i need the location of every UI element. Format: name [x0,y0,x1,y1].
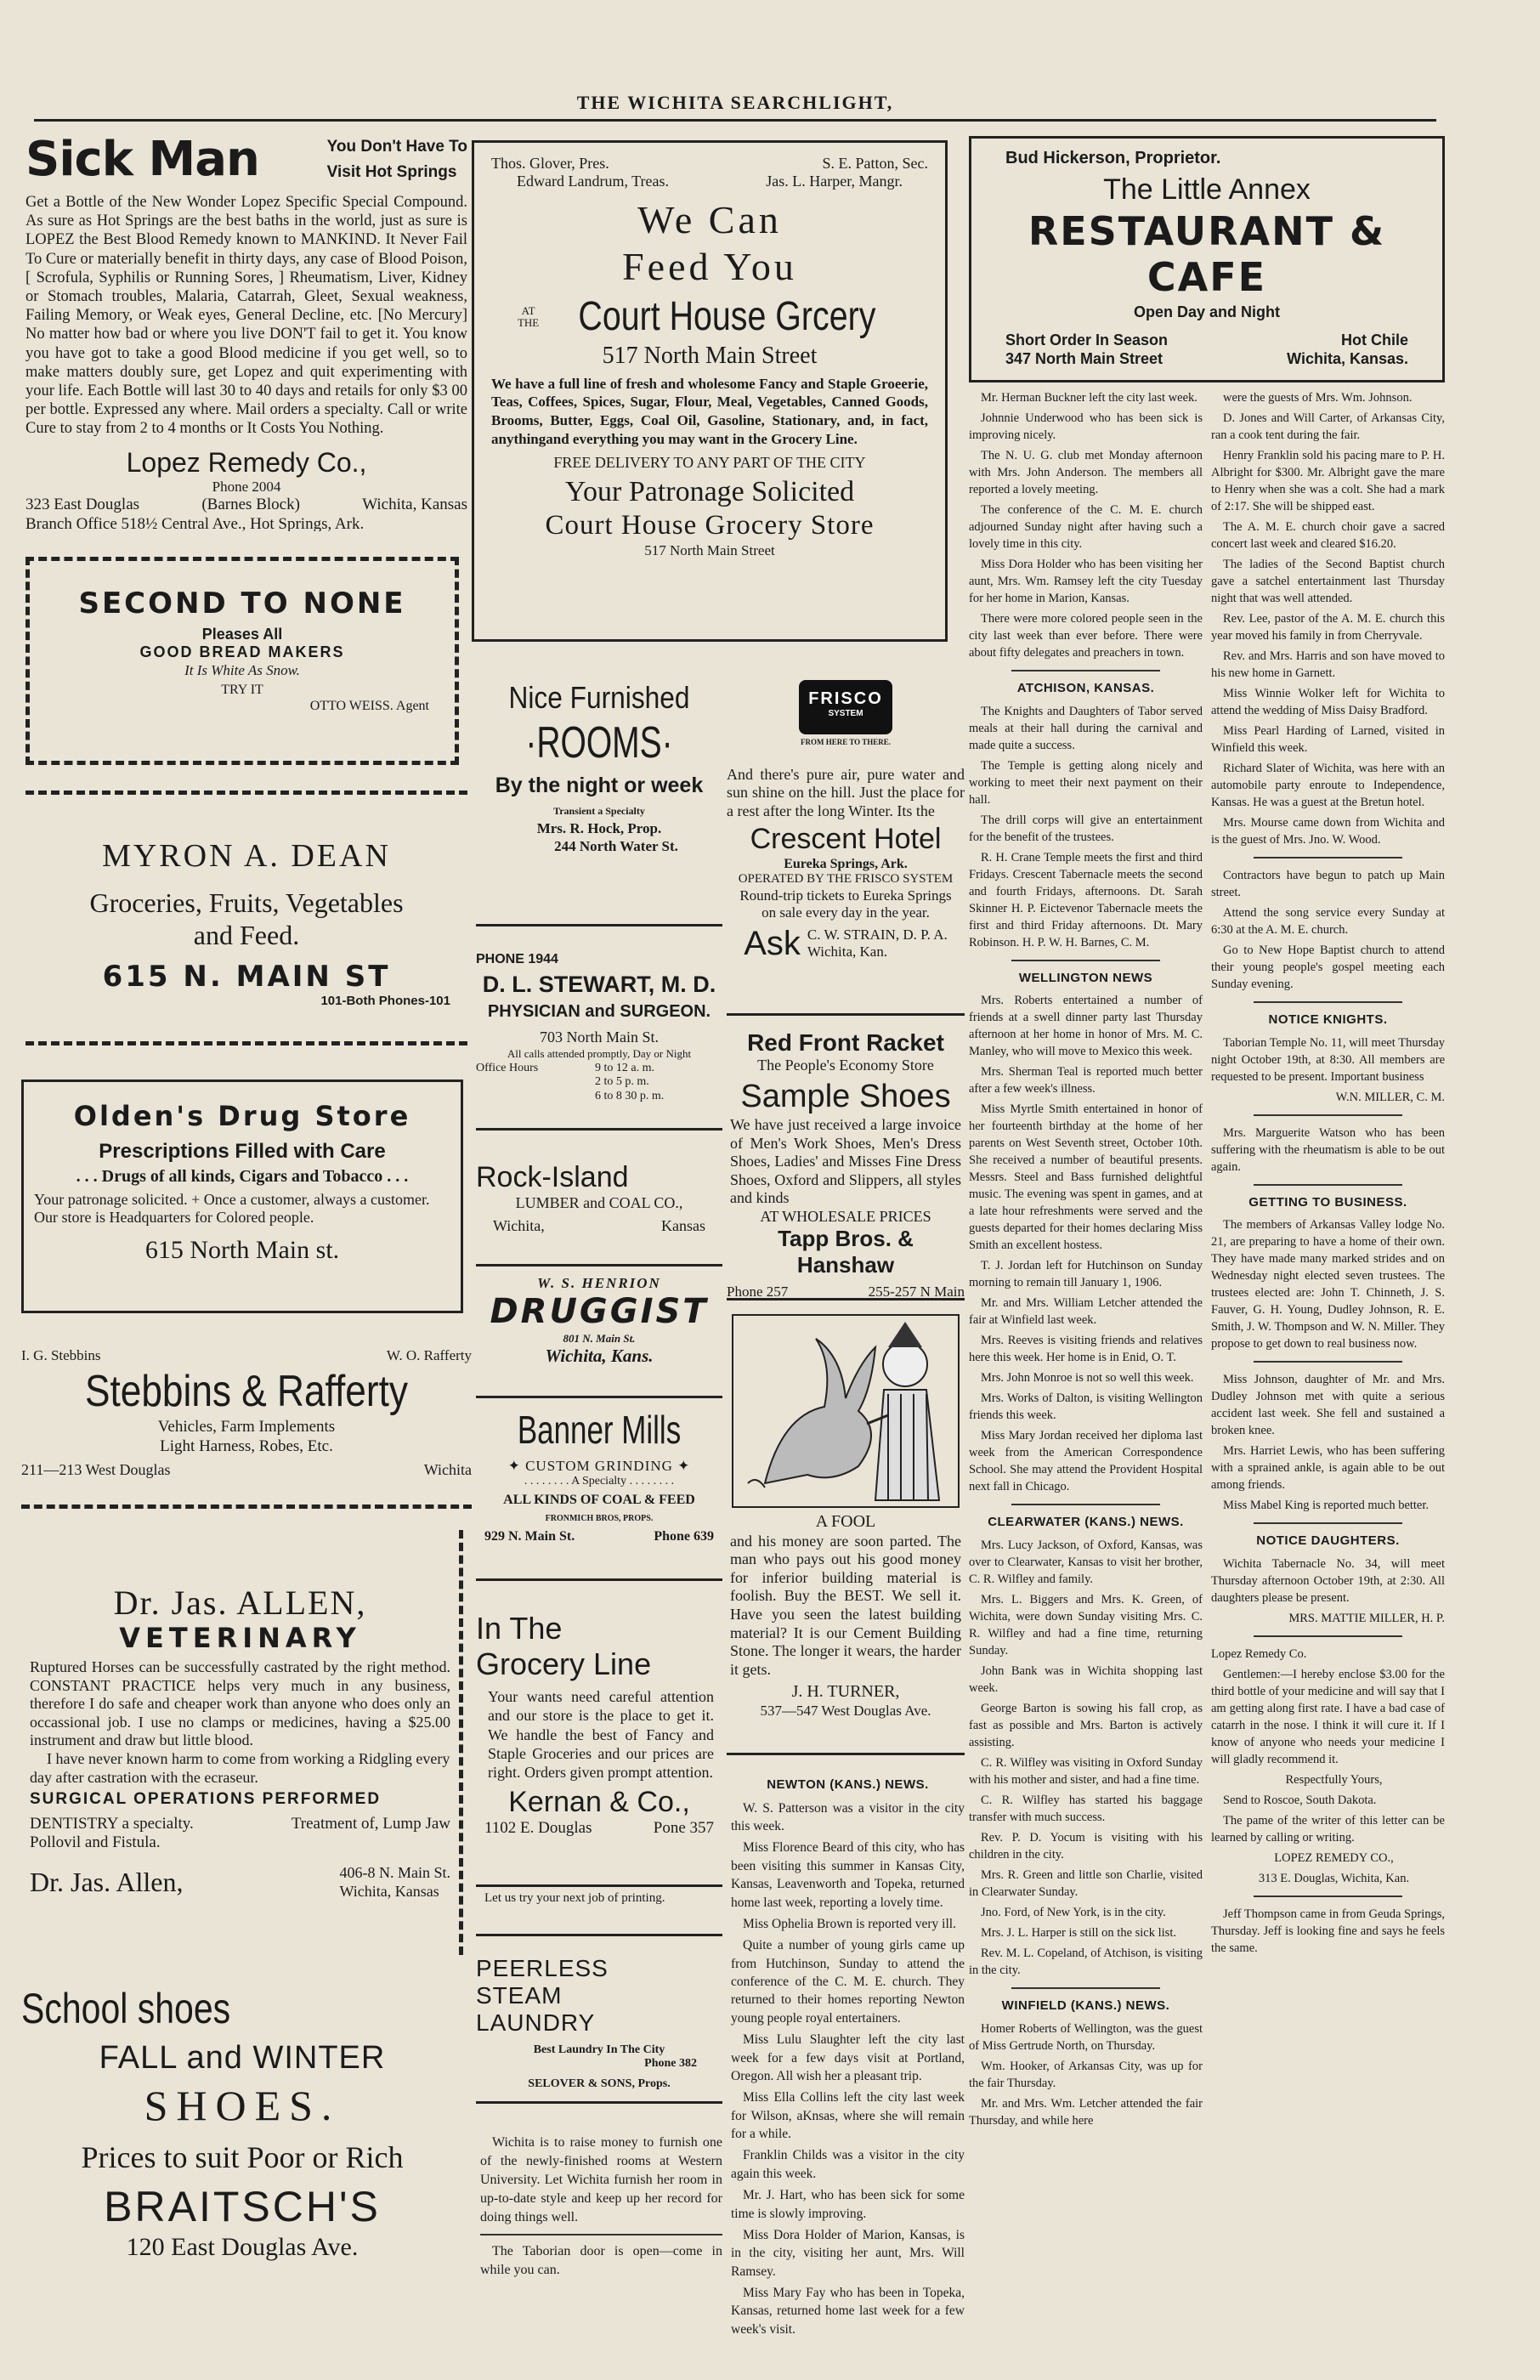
news-paragraph: Miss Dora Holder of Marion, Kansas, is in the city, visiting her aunt, Mrs. Will Ramsey. [731,2227,965,2279]
testimonial-close: Respectfully Yours, [1285,1773,1383,1788]
allen-title: VETERINARY [119,1622,361,1655]
news-paragraph: Miss Ella Collins left the city last week for Wilson, aKnsas, where she will remain for a while. [731,2090,965,2142]
news-paragraph: Go to New Hope Baptist church to attend their young people's gospel meeting each Sunday evening. [1211,944,1445,991]
news-paragraph: Miss Ophelia Brown is reported very ill. [743,1916,956,1931]
laundry-line3: LAUNDRY [476,2009,596,2036]
second-to-none-line2: GOOD BREAD MAKERS [139,643,345,661]
laundry-line6: SELOVER & SONS, Props. [528,2077,671,2090]
news-paragraph: The A. M. E. church choir gave a sacred concert last week and cleared $16.20. [1211,520,1445,551]
stewart-name: D. L. STEWART, M. D. [482,971,716,997]
news-paragraph: W. S. Patterson was a visitor in the city this week. [731,1800,965,1834]
myron-dean-name: MYRON A. DEAN [102,838,391,874]
restaurant-open: Open Day and Night [1133,303,1280,321]
stebbins-right: W. O. Rafferty [386,1347,472,1363]
news-paragraph: There were more colored people seen in the city last week than ever before. There were about fifty delegates and preachers in town. [969,612,1203,660]
news-paragraph: Henry Franklin sold his pacing mare to P. H. Albright for $300. Mr. Albright gave the mare to Henry when she was a colt. She had a mark of 2:17. She will be shipped east. [1211,449,1445,513]
news-paragraph: Mrs. Mourse came down from Wichita and is the guest of Mrs. Jno. W. Wood. [1211,816,1445,847]
second-to-none-agent: OTTO WEISS. Agent [309,698,429,713]
restaurant-right2: Wichita, Kansas. [1287,349,1408,367]
frisco-body: And there's pure air, pure water and sun shine on the hill. Just the place for a rest after the long Winter. Its the [727,765,965,819]
grocery-patronage: Your Patronage Solicited [564,475,855,507]
myron-dean-line2: and Feed. [193,919,300,950]
allen-ad [21,1530,463,1955]
news-paragraph: Rev. Lee, pastor of the A. M. E. church this year moved his family in from Cherryvale. [1211,612,1445,643]
news-paragraph: Rev. and Mrs. Harris and son have moved to his new home in Garnett. [1211,649,1445,680]
braitsch-line4: Prices to suit Poor or Rich [81,2139,404,2174]
news-paragraph: Mrs. Sherman Teal is reported much better after a few week's illness. [969,1065,1203,1096]
news-paragraph: The conference of the C. M. E. church adjourned Sunday night after having such a lovely time in this city. [969,503,1203,551]
stebbins-name: Stebbins & Rafferty [84,1367,409,1417]
restaurant-left1: Short Order In Season [1005,332,1169,349]
news-paragraph: Rev. P. D. Yocum is visiting with his children in the city. [969,1831,1203,1862]
sick-man-ad [25,132,467,531]
restaurant-proprietor: Bud Hickerson, Proprietor. [1005,149,1221,167]
stebbins-left: I. G. Stebbins [21,1347,101,1363]
news-paragraph: Mrs. Lucy Jackson, of Oxford, Kansas, was over to Clearwater, Kansas to visit her brother, C. R. Wilfley and family. [969,1538,1203,1587]
taborian-note-text: The Taborian door is open—come in while you can. [480,2244,722,2278]
news-paragraph: Mr. J. Hart, who has been sick for some time is slowly improving. [731,2188,965,2221]
notice-knights-title: NOTICE KNIGHTS. [1268,1012,1388,1027]
sick-man-addr-left: 323 East Douglas [25,496,140,514]
turner-caption: A FOOL [815,1512,876,1531]
news-paragraph: The Temple is getting along nicely and working to meet their next payment on their hall. [969,758,1203,807]
laundry-ad [476,1934,722,2104]
myron-dean-address: 615 N. MAIN ST [102,960,391,994]
racket-tag: The People's Economy Store [757,1057,934,1074]
news-paragraph: The Knights and Daughters of Tabor served meals at their hall during the carnival and made quite a success. [969,704,1203,752]
allen-sig-addr2: Wichita, Kansas [339,1882,439,1900]
racket-addr: 255-257 N Main [868,1283,965,1300]
banner-line2: . . . . . . . . A Specialty . . . . . . . . [524,1475,675,1488]
stewart-h3: 6 to 8 30 p. m. [595,1089,665,1102]
news-paragraph: Miss Florence Beard of this city, who has been visiting this summer in Kansas City, Kansas, Leavenworth and Topeka, returned home last week, reporting a lovely time. [731,1840,965,1910]
wichita-note [480,2134,722,2320]
banner-line4: FRONMICH BROS, PROPS. [545,1513,654,1523]
braitsch-line3: SHOES. [144,2081,341,2129]
rock-island-line: LUMBER and COAL CO., [515,1194,683,1212]
allen-body2: I have never known harm to come from working a Ridgling every day after castration with the ecraseur. [30,1749,450,1786]
frisco-tagline: FROM HERE TO THERE. [800,738,892,746]
stewart-phone: PHONE 1944 [476,952,558,966]
stewart-hours-label: Office Hours [476,1061,539,1074]
news-paragraph: Miss Winnie Wolker left for Wichita to attend the wedding of Miss Daisy Bradford. [1211,687,1445,717]
grocery-mgr: Jas. L. Harper, Mangr. [766,173,903,190]
restaurant-right1: Hot Chile [1341,332,1408,349]
grocery-sec: S. E. Patton, Sec. [822,155,928,172]
rock-island-ad [476,1160,722,1266]
news-paragraph: Miss Lulu Slaughter left the city last week for a few days visit at Portland, Oregon. All wish her a pleasant trip. [731,2032,965,2083]
grocery-headline2: Feed You [622,244,797,288]
little-annex-ad [969,136,1445,382]
oldens-title: Olden's Drug Store [73,1100,411,1132]
testimonial-note: The pame of the writer of this letter can be learned by calling or writing. [1211,1814,1445,1845]
braitsch-line5: BRAITSCH'S [104,2183,381,2231]
wellington-paras [969,992,1203,1495]
news-paragraph: Mrs. R. Green and little son Charlie, visited in Clearwater Sunday. [969,1868,1203,1900]
atchison-title: ATCHISON, KANSAS. [1016,681,1155,695]
banner-name: Banner Mills [517,1408,682,1452]
allen-surgical: SURGICAL OPERATIONS PERFORMED [30,1790,382,1809]
news-paragraph: The ladies of the Second Baptist church gave a satchel entertainment last Thursday night that was well attended. [1211,558,1445,605]
news-paragraph: Mr. and Mrs. William Letcher attended the fair at Winfield last week. [969,1296,1203,1328]
notice-daughters-sig: MRS. MATTIE MILLER, H. P. [1288,1612,1445,1626]
news-paragraph: Mrs. Works of Dalton, is visiting Wellington friends this week. [969,1391,1203,1423]
frisco-ad [727,672,965,1016]
kernan-line2: Grocery Line [476,1646,652,1681]
news-paragraph: D. Jones and Will Carter, of Arkansas City, ran a cook tent during the fair. [1211,411,1445,442]
news-paragraph: Quite a number of young girls came up from Hutchinson, Sunday to attend the conference of the C. M. E. church. They returned to their homes reporting Newton young people royal entertainers. [731,1938,965,2026]
sick-man-side-1: You Don't Have To [326,137,467,156]
testimonial-addr: 313 E. Douglas, Wichita, Kan. [1258,1872,1410,1886]
grocery-store: Court House Grcery [578,294,875,339]
news-paragraph: Miss Johnson, daughter of Mr. and Mrs. Dudley Johnson met with quite a serious accident last week. She fell and sustained a broken knee. [1211,1373,1445,1438]
news-paragraph: Miss Myrtle Smith entertained in honor of her fourteenth birthday at the home of her parents on West Seventh street, October 10th. She received a number of beautiful presents. Messrs. Steel and Bass furnished delightful music. The evening was spent in games, and at a late hour refreshments were served and the guests departed for their homes declaring Miss Smith an excellent hostess. [969,1102,1203,1253]
rock-island-state: Kansas [661,1217,705,1235]
frisco-logo-sub: SYSTEM [828,709,863,718]
second-to-none-ad [25,557,459,765]
henrion-city: Wichita, Kans. [545,1345,654,1366]
frisco-agent1: C. W. STRAIN, D. P. A. [807,926,948,944]
restaurant-left2: 347 North Main Street [1005,349,1163,367]
banner-mills-ad [476,1407,722,1581]
racket-body: We have just received a large invoice of Men's Work Shoes, Men's Dress Shoes, Ladies' and Misses Fine Dress Shoes, Oxford and Slippers, all styles and kinds [730,1116,961,1207]
news-paragraph: Jno. Ford, of New York, is in the city. [981,1906,1166,1920]
stewart-calls: All calls attended promptly, Day or Night [507,1046,692,1060]
racket-store: Tapp Bros. & Hanshaw [778,1226,914,1278]
rooms-line4: Transient a Specialty [553,805,645,818]
grocery-address2: 517 North Main Street [644,541,775,558]
news-paragraph: George Barton is sowing his fall crop, as fast as possible and Mrs. Barton is actively assisting. [969,1702,1203,1750]
col4-misc [1211,867,1445,993]
news-paragraph: Homer Roberts of Wellington, was the guest of Miss Gertrude North, on Thursday. [969,2021,1203,2053]
rooms-ad [476,680,722,926]
braitsch-line1: School shoes [21,1985,231,2032]
news-paragraph: Johnnie Underwood who has been sick is improving nicely. [969,411,1203,442]
oldens-ad [21,1080,463,1313]
turner-ad [727,1313,965,1755]
news-paragraph: Miss Mary Jordan received her diploma last week from the American Correspondence School. She may attend the Provident Hospital next fall in Chicago. [969,1429,1203,1494]
banner-addr: 929 N. Main St. [484,1528,575,1544]
winfield-title: WINFIELD (KANS.) NEWS. [1001,1998,1170,2014]
allen-poll: Pollovil and Fistula. [30,1833,161,1851]
news-column-3 [969,389,1203,2370]
myron-dean-phones: 101-Both Phones-101 [320,994,450,1009]
winfield-paras [969,2020,1203,2129]
news-paragraph: Mrs. J. L. Harper is still on the sick list. [981,1926,1176,1941]
stewart-address: 703 North Main St. [539,1028,659,1046]
grocery-pres: Thos. Glover, Pres. [491,155,609,172]
masthead-rule [34,119,1436,122]
rooms-line3: By the night or week [495,773,704,797]
kernan-phone: Pone 357 [653,1818,714,1837]
second-to-none-line1: Pleases All [201,626,283,643]
news-paragraph: Miss Dora Holder who has been visiting her aunt, Mrs. Wm. Ramsey left the city Tuesday for her home in Marion, Kansas. [969,558,1203,605]
testimonial-body: Gentlemen:—I hereby enclose $3.00 for the third bottle of your medicine and will say that I am getting along first rate. I have a bad case of catarrh in the nose. I think it will cure it. If I know of anyone who needs your medicine I will gladly recommend it. [1211,1668,1445,1767]
laundry-line5: Phone 382 [644,2057,697,2070]
sick-man-side-2: Visit Hot Springs [326,163,457,182]
court-house-grocery-ad [472,140,948,642]
news-paragraph: Attend the song service every Sunday at 6:30 at the A. M. E. church. [1211,906,1445,937]
banner-line3: ALL KINDS OF COAL & FEED [503,1492,695,1507]
allen-sig-addr1: 406-8 N. Main St. [339,1864,450,1882]
racket-headline: Sample Shoes [740,1079,951,1115]
frisco-ask: Ask [744,924,801,962]
grocery-name2: Court House Grocery Store [545,510,875,541]
news-paragraph: C. R. Wilfley was visiting in Oxford Sunday with his mother and sister, and had a fine time. [969,1756,1203,1788]
col4-misc2 [1211,1371,1445,1514]
news-paragraph: Mr. Herman Buckner left the city last week. [981,391,1197,405]
henrion-name: W. S. HENRION [537,1275,661,1291]
news-paragraph: Miss Mabel King is reported much better. [1223,1499,1430,1513]
news-paragraph: Mrs. John Monroe is not so well this week. [981,1371,1194,1386]
news-paragraph: R. H. Crane Temple meets the first and third Fridays. Crescent Tabernacle meets the second and fourth Fridays, afternoons. Dt. Sarah Skinner H. P. Eictevenor Tabernacle meets the first and third Friday afternoons. Dt. Mary Robinson. H. P. W. H. Barnes, C. M. [969,850,1203,949]
news-paragraph: The drill corps will give an entertainment for the benefit of the trustees. [969,813,1203,844]
braitsch-line6: 120 East Douglas Ave. [126,2233,359,2262]
news-paragraph: Mr. and Mrs. Wm. Letcher attended the fair Thursday, and while here [969,2096,1203,2128]
second-to-none-title: SECOND TO NONE [78,586,406,620]
kernan-addr: 1102 E. Douglas [484,1818,592,1837]
col3a-paras [969,389,1203,661]
news-paragraph: The N. U. G. club met Monday afternoon with Mrs. John Anderson. The members all reported a lovely meeting. [969,449,1203,496]
kernan-body: Your wants need careful attention and our store is the place to get it. We handle the best of Fancy and Staple Groceries and our prices are right. Orders given prompt attention. [488,1688,714,1782]
newton-paras [731,1799,965,2339]
sick-man-headline: Sick Man [25,132,259,187]
sick-man-branch: Branch Office 518½ Central Ave., Hot Springs, Ark. [25,514,365,531]
racket-phone: Phone 257 [727,1283,789,1300]
clearwater-title: CLEARWATER (KANS.) NEWS. [988,1515,1184,1530]
allen-sig: Dr. Jas. Allen, [30,1866,184,1897]
oldens-address: 615 North Main st. [144,1236,340,1265]
wichita-note-text: Wichita is to raise money to furnish one of the newly-finished rooms at Western University. Let Wichita furnish her room in up-to-date style and keep up her record for doing things well. [480,2135,722,2225]
oldens-line1: . . . Drugs of all kinds, Cigars and Tobacco . . . [76,1167,409,1187]
clearwater-paras [969,1537,1203,1979]
masthead: THE WICHITA SEARCHLIGHT, [576,92,894,113]
sick-man-addr-right: Wichita, Kansas [362,496,467,514]
frisco-tickets: Round-trip tickets to Eureka Springs on sale every day in the year. [739,887,952,921]
wellington-title: WELLINGTON NEWS [1018,970,1153,985]
donkey-clown-illustration [731,1313,960,1509]
laundry-line1: PEERLESS [476,1955,609,1981]
laundry-line2: STEAM [476,1982,563,2009]
myron-dean-line1: Groceries, Fruits, Vegetables [89,887,404,918]
sick-man-body: Get a Bottle of the New Wonder Lopez Specific Special Compound. As sure as Hot Springs are the best baths in the world, just as sure is LOPEZ the Best Blood Remedy known to MANKIND. It Never Fail To Cure or materially benefit in thirty days, any case of Blood Poison, [ Scrofula, Syphilis or Running Sores, ] Rheumatism, Liver, Kidney or Stomach troubles, Malaria, Catarrah, Gleet, Sexual weakness, Failing Memory, or Weak eyes, General Decline, etc. [No Mercury] No matter how bad or where you live DON'T fail to get it. You know you have got to take a good Blood medicine if you get well, so to make matters doubly sure, get Lopez and quit experimenting with your life. Each Bottle will last 30 to 40 days and retails for only $3 00 per bottle. Expressed any where. Mail orders a specialty. Call or write Cure to stay from 2 to 4 months or It Costs You Nothing. [25,194,467,438]
notice-daughters-body: Wichita Tabernacle No. 34, will meet Thursday afternoon October 19th, at 2:30. All daughters please be present. [1211,1557,1445,1606]
stebbins-addr-right: Wichita [423,1461,472,1479]
stewart-title: PHYSICIAN and SURGEON. [487,1001,711,1021]
racket-prices: AT WHOLESALE PRICES [760,1208,931,1226]
news-paragraph: Wm. Hooker, of Arkansas City, was up for the fair Thursday. [969,2059,1203,2090]
red-front-racket-ad [727,1028,965,1300]
testimonial-send: Send to Roscoe, South Dakota. [1223,1794,1377,1808]
stewart-h1: 9 to 12 a. m. [595,1061,654,1074]
frisco-hotel: Crescent Hotel [750,823,942,856]
kernan-ad [476,1611,722,1887]
henrion-ad [476,1275,722,1398]
restaurant-name1: The Little Annex [1103,173,1311,206]
racket-name: Red Front Racket [747,1029,944,1056]
frisco-agent2: Wichita, Kan. [807,944,888,960]
grocery-at-the: AT THE [517,304,540,330]
testimonial-company: LOPEZ REMEDY CO., [1274,1851,1394,1866]
oldens-line2: Your patronage solicited. + Once a customer, always a customer. Our store is Headquarters for Colored people. [34,1190,430,1226]
atchison-paras [969,703,1203,951]
henrion-addr: 801 N. Main St. [563,1332,636,1346]
print-note: Let us try your next job of printing. [484,1891,665,1905]
frisco-logo-icon [799,680,892,734]
rooms-line5: Mrs. R. Hock, Prop. [536,820,662,837]
laundry-line4: Best Laundry In The City [533,2043,665,2056]
col4a-paras [1211,389,1445,848]
news-paragraph: Contractors have begun to patch up Main street. [1211,869,1445,899]
kernan-line1: In The [476,1611,563,1646]
rock-island-name: Rock-Island [476,1161,629,1193]
news-paragraph: T. J. Jordan left for Hutchinson on Sunday morning to remain till January 1, 1906. [969,1259,1203,1290]
grocery-headline1: We Can [637,198,782,242]
grocery-address: 517 North Main Street [602,342,818,369]
sick-man-company: Lopez Remedy Co., [126,446,367,478]
stewart-h2: 2 to 5 p. m. [595,1075,649,1089]
frisco-location: Eureka Springs, Ark. [784,856,908,871]
allen-body1: Ruptured Horses can be successfully castrated by the right method. CONSTANT PRACTICE helps very much in any business, therefore I do safe and cheaper work than anyone who does only an occassional job. I use no clamps or medicines, having a $25.00 instrument and draw but little blood. [30,1658,450,1749]
notice-knights-sig: W.N. MILLER, C. M. [1335,1090,1445,1104]
braitsch-ad [21,1972,463,2329]
news-paragraph: Mrs. Harriet Lewis, who has been suffering with a sprained ankle, is again able to be out among friends. [1211,1444,1445,1493]
allen-name: Dr. Jas. ALLEN, [113,1584,367,1622]
allen-lumpjaw: Treatment of, Lump Jaw [291,1814,450,1833]
news-paragraph: C. R. Wilfley has started his baggage transfer with much success. [969,1794,1203,1825]
news-paragraph: Mrs. Reeves is visiting friends and relatives here this week. Her home is in Enid, O. T. [969,1334,1203,1365]
kernan-name: Kernan & Co., [508,1785,690,1818]
news-paragraph: John Bank was in Wichita shopping last week. [969,1664,1203,1696]
rooms-line6: 244 North Water St. [554,837,678,854]
notice-knights-body: Taborian Temple No. 11, will meet Thursday night October 19th, at 8:30. All members are requested to be present. Important business [1211,1035,1445,1084]
allen-dentistry: DENTISTRY a specialty. [30,1814,194,1833]
myron-dean-ad [25,790,467,1046]
banner-phone: Phone 639 [654,1528,714,1544]
oldens-subtitle: Prescriptions Filled with Care [99,1139,386,1163]
news-paragraph: Mrs. L. Biggers and Mrs. K. Green, of Wichita, were down Sunday visiting Mrs. C. R. Wilfley and had a fine time, returning Sunday. [969,1593,1203,1658]
news-paragraph: Mrs. Roberts entertained a number of friends at a swell dinner party last Thursday afternoon at her home in honor of Mrs. M. C. Manley, who will move to Mexico this week. [969,994,1203,1059]
frisco-operated: OPERATED BY THE FRISCO SYSTEM [738,872,954,887]
watson-note: Mrs. Marguerite Watson who has been suffering with the rheumatism is able to be out again. [1211,1125,1445,1174]
business-title: GETTING TO BUSINESS. [1248,1194,1407,1210]
news-paragraph: Miss Pearl Harding of Larned, visited in Winfield this week. [1211,724,1445,755]
stebbins-line2: Light Harness, Robes, Etc. [160,1436,333,1455]
turner-name: J. H. TURNER, [791,1682,900,1702]
newton-title: NEWTON (KANS.) NEWS. [767,1777,929,1792]
henrion-title: DRUGGIST [490,1292,709,1332]
grocery-delivery: FREE DELIVERY TO ANY PART OF THE CITY [553,453,866,471]
restaurant-name2: RESTAURANT & CAFE [1028,207,1386,300]
grocery-body: We have a full line of fresh and wholesome Fancy and Staple Groeerie, Teas, Coffees, Spices, Sugar, Flour, Meal, Vegetables, Canned Goods, Brooms, Butter, Eggs, Coal Oil, Gasoline, Stationary, and, in fact, anythingand everything you may want in the Grocery Line. [491,375,928,447]
thompson-note: Jeff Thompson came in from Geuda Springs, Thursday. Jeff is looking fine and says he feels the same. [1211,1907,1445,1956]
braitsch-line2: FALL and WINTER [99,2040,386,2076]
news-paragraph: Rev. M. L. Copeland, of Atchison, is visiting in the city. [969,1946,1203,1978]
banner-line1: ✦ CUSTOM GRINDING ✦ [507,1458,691,1475]
rooms-line1: Nice Furnished [508,680,690,715]
sick-man-phone: Phone 2004 [212,479,281,496]
stebbins-ad [21,1347,472,1509]
rooms-line2: ·ROOMS· [525,718,673,768]
grocery-treas: Edward Landrum, Treas. [517,173,669,190]
rock-island-city: Wichita, [493,1217,545,1235]
frisco-logo-text: FRISCO [808,689,883,708]
testimonial-to: Lopez Remedy Co. [1211,1647,1307,1662]
turner-body: and his money are soon parted. The man who pays out his good money for inferior building material is foolish. Buy the BEST. We sell it. Have you seen the latest building material? It is our Cement Building Stone. The longer it wears, the harder it gets. [730,1532,961,1678]
stewart-ad [476,952,722,1130]
business-body: The members of Arkansas Valley lodge No. 21, are preparing to have a home of their own. They have made many marked strides and on Wednesday night elected seven trustees. The trustees elected are: John T. Chinneth, J. S. Fauver, G. H. Young, Dudley Johnson, R. E. Smith, J. W. Thompson and W. N. Miller. They propose to get down to real business now. [1211,1218,1445,1352]
stebbins-line1: Vehicles, Farm Implements [157,1418,336,1436]
newton-news [731,1768,965,2346]
news-paragraph: Richard Slater of Wichita, was here with an automobile party enroute to Independence, Kansas. He was a guest at the Bretun hotel. [1211,762,1445,809]
second-to-none-line4: TRY IT [221,682,263,697]
news-column-4 [1211,389,1445,2370]
sick-man-addr-mid: (Barnes Block) [201,496,300,514]
news-paragraph: Miss Mary Fay who has been in Topeka, Kansas, returned home last week for a few week's visit. [731,2286,965,2337]
notice-daughters-title: NOTICE DAUGHTERS. [1256,1533,1400,1549]
news-paragraph: were the guests of Mrs. Wm. Johnson. [1223,391,1413,405]
turner-addr: 537—547 West Douglas Ave. [760,1702,931,1719]
stebbins-addr-left: 211—213 West Douglas [21,1461,171,1479]
second-to-none-line3: It Is White As Snow. [184,661,300,678]
news-paragraph: Franklin Childs was a visitor in the city again this week. [731,2148,965,2181]
